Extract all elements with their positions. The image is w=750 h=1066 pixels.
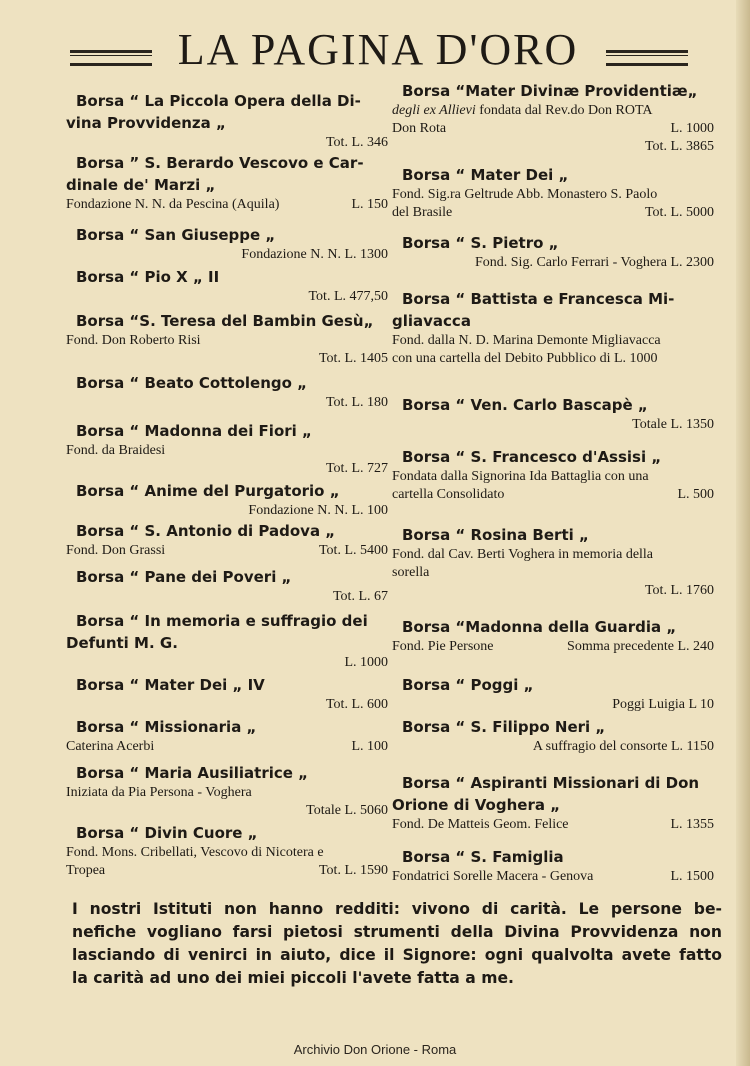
borsa-desc: Iniziata da Pia Persona - Voghera xyxy=(66,785,252,800)
borsa-desc: Fondazione N. N. L. 1300 xyxy=(241,247,388,262)
borsa-amount: L. 1000 xyxy=(670,121,714,136)
borsa-line xyxy=(392,638,714,656)
borsa-total: Tot. L. 3865 xyxy=(644,139,714,154)
borsa-desc: Fond. Sig. Carlo Ferrari - Voghera L. 2300 xyxy=(474,255,714,270)
borsa-desc: Don Rota xyxy=(392,121,447,136)
borsa-amount: Tot. L. 5400 xyxy=(318,543,388,558)
borsa-amount: Tot. L. 5000 xyxy=(644,205,714,220)
closing-appeal-line: la carità ad uno dei miei piccoli l'avete fatta a me. xyxy=(72,969,514,987)
borsa-desc: Fondazione N. N. da Pescina (Aquila) xyxy=(66,197,280,212)
borsa-amount: Tot. L. 67 xyxy=(332,589,388,604)
borsa-desc: Fond. Pie Persone xyxy=(392,639,494,654)
borsa-desc: Fondazione N. N. L. 100 xyxy=(248,503,388,518)
borsa-desc: Fond. da Braidesi xyxy=(66,443,166,458)
borsa-amount: Totale L. 1350 xyxy=(632,417,714,432)
borsa-desc: con una cartella del Debito Pubblico di L. 1000 xyxy=(392,351,658,366)
borsa-entry xyxy=(392,232,714,272)
borsa-title: Borsa “ La Piccola Opera della Di- xyxy=(76,92,361,110)
closing-appeal-line: lasciando di venirci in aiuto, dice il Signore: ogni qualvolta avete fatto xyxy=(72,946,722,964)
borsa-entry xyxy=(66,266,388,306)
borsa-amount: L. 150 xyxy=(351,197,388,212)
borsa-amount: Tot. L. 600 xyxy=(325,697,388,712)
borsa-title: Borsa “ Ven. Carlo Bascapè „ xyxy=(402,396,648,414)
borsa-line xyxy=(66,738,388,756)
borsa-entry xyxy=(392,80,714,156)
borsa-desc: Fond. De Matteis Geom. Felice xyxy=(392,817,569,832)
borsa-desc: Caterina Acerbi xyxy=(66,739,155,754)
borsa-entry xyxy=(66,610,388,672)
borsa-title-cont: gliavacca xyxy=(392,312,471,330)
borsa-title-cont: Defunti M. G. xyxy=(66,634,178,652)
borsa-desc: Fond. Don Grassi xyxy=(66,543,166,558)
borsa-title: Borsa “ Pio X „ II xyxy=(76,268,220,286)
borsa-desc: Fond. Mons. Cribellati, Vescovo di Nicotera e xyxy=(66,845,324,860)
borsa-entry xyxy=(66,152,388,214)
borsa-desc: Tropea xyxy=(66,863,106,878)
borsa-entry xyxy=(392,446,714,504)
borsa-amount: Tot. L. 180 xyxy=(325,395,388,410)
borsa-entry xyxy=(66,674,388,714)
borsa-title: Borsa “ In memoria e suffragio dei xyxy=(76,612,368,630)
borsa-title: Borsa “ Mater Dei „ xyxy=(402,166,569,184)
borsa-title: Borsa “ Battista e Francesca Mi- xyxy=(402,290,675,308)
borsa-line xyxy=(392,120,714,138)
borsa-desc: A suffragio del consorte L. 1150 xyxy=(532,739,714,754)
page-edge-shadow xyxy=(736,0,750,1066)
borsa-entry xyxy=(66,310,388,368)
borsa-entry xyxy=(392,616,714,656)
borsa-desc: Fond. Sig.ra Geltrude Abb. Monastero S. Paolo xyxy=(392,187,658,202)
borsa-desc-italic: degli ex Allievi xyxy=(392,103,476,118)
borsa-title-cont: dinale de' Marzi „ xyxy=(66,176,216,194)
borsa-entry xyxy=(392,288,714,368)
borsa-amount: L. 1355 xyxy=(670,817,714,832)
closing-appeal-line: nefiche vogliano farsi pietosi strumenti della Divina Provvidenza non xyxy=(72,923,722,941)
borsa-title: Borsa “ S. Antonio di Padova „ xyxy=(76,522,336,540)
borsa-amount: L. 500 xyxy=(677,487,714,502)
borsa-entry xyxy=(392,674,714,714)
borsa-entry xyxy=(66,822,388,880)
borsa-desc: Fond. dal Cav. Berti Voghera in memoria della xyxy=(392,547,654,562)
borsa-title: Borsa “ Maria Ausiliatrice „ xyxy=(76,764,309,782)
borsa-entry xyxy=(66,372,388,412)
page-header xyxy=(0,22,750,82)
borsa-title-cont: Orione di Voghera „ xyxy=(392,796,561,814)
borsa-amount: Totale L. 5060 xyxy=(306,803,388,818)
borsa-desc xyxy=(392,102,714,120)
borsa-title: Borsa “ Divin Cuore „ xyxy=(76,824,258,842)
borsa-desc: cartella Consolidato xyxy=(392,487,505,502)
borsa-entry xyxy=(66,480,388,520)
borsa-title: Borsa “ S. Famiglia xyxy=(402,848,564,866)
borsa-entry xyxy=(392,716,714,756)
borsa-title: Borsa “ Pane dei Poveri „ xyxy=(76,568,292,586)
borsa-amount: Tot. L. 727 xyxy=(325,461,388,476)
borsa-desc: sorella xyxy=(392,565,430,580)
borsa-amount: L. 100 xyxy=(351,739,388,754)
borsa-desc-rest: fondata dal Rev.do Don ROTA xyxy=(475,103,653,118)
borsa-line xyxy=(66,862,388,880)
borsa-entry xyxy=(66,762,388,820)
borsa-amount: Tot. L. 1405 xyxy=(318,351,388,366)
borsa-desc: del Brasile xyxy=(392,205,453,220)
borsa-amount: Tot. L. 477,50 xyxy=(308,289,388,304)
borsa-title: Borsa “Madonna della Guardia „ xyxy=(402,618,677,636)
borsa-line xyxy=(392,486,714,504)
borsa-title: Borsa “ San Giuseppe „ xyxy=(76,226,276,244)
borsa-title: Borsa “S. Teresa del Bambin Gesù„ xyxy=(76,312,374,330)
borsa-line xyxy=(66,196,388,214)
borsa-entry xyxy=(66,420,388,478)
borsa-amount: L. 1500 xyxy=(670,869,714,884)
borsa-line xyxy=(392,816,714,834)
borsa-title: Borsa “Mater Divinæ Providentiæ„ xyxy=(402,82,698,100)
closing-appeal xyxy=(72,898,722,990)
borsa-title: Borsa “ Beato Cottolengo „ xyxy=(76,374,307,392)
borsa-title: Borsa “ Poggi „ xyxy=(402,676,534,694)
borsa-entry xyxy=(392,846,714,886)
borsa-entry xyxy=(66,566,388,606)
borsa-entry xyxy=(66,716,388,756)
page-title: LA PAGINA D'ORO xyxy=(177,25,579,74)
borsa-title: Borsa “ Madonna dei Fiori „ xyxy=(76,422,312,440)
borsa-title-cont: vina Provvidenza „ xyxy=(66,114,226,132)
borsa-title: Borsa “ Aspiranti Missionari di Don xyxy=(402,774,700,792)
borsa-title: Borsa “ S. Pietro „ xyxy=(402,234,559,252)
borsa-desc: Fond. Don Roberto Risi xyxy=(66,333,201,348)
borsa-title: Borsa “ S. Filippo Neri „ xyxy=(402,718,606,736)
borsa-desc: Fond. dalla N. D. Marina Demonte Migliavacca xyxy=(392,333,661,348)
borsa-entry xyxy=(392,164,714,222)
borsa-desc: Poggi Luigia L 10 xyxy=(612,697,714,712)
right-decorative-rule xyxy=(606,50,688,66)
borsa-amount: Tot. L. 1590 xyxy=(318,863,388,878)
borsa-title: Borsa ” S. Berardo Vescovo e Car- xyxy=(76,154,364,172)
borsa-title: Borsa “ Anime del Purgatorio „ xyxy=(76,482,340,500)
borsa-amount: Tot. L. 346 xyxy=(325,135,388,150)
left-decorative-rule xyxy=(70,50,152,66)
borsa-amount: L. 1000 xyxy=(344,655,388,670)
borsa-entry xyxy=(392,524,714,600)
borsa-desc: Fondatrici Sorelle Macera - Genova xyxy=(392,869,594,884)
borsa-title: Borsa “ Missionaria „ xyxy=(76,718,257,736)
borsa-title: Borsa “ Mater Dei „ IV xyxy=(76,676,265,694)
borsa-entry xyxy=(66,520,388,560)
borsa-entry xyxy=(392,394,714,434)
borsa-title: Borsa “ Rosina Berti „ xyxy=(402,526,589,544)
borsa-amount: Somma precedente L. 240 xyxy=(567,639,714,654)
borsa-entry xyxy=(66,224,388,264)
archive-credit: Archivio Don Orione - Roma xyxy=(293,1042,457,1057)
borsa-line xyxy=(392,204,714,222)
borsa-desc: Fondata dalla Signorina Ida Battaglia con una xyxy=(392,469,649,484)
closing-appeal-line: I nostri Istituti non hanno redditi: vivono di carità. Le persone be- xyxy=(72,900,722,918)
borsa-line xyxy=(66,542,388,560)
borsa-amount: Tot. L. 1760 xyxy=(644,583,714,598)
borsa-entry xyxy=(392,772,714,834)
borsa-line xyxy=(392,868,714,886)
borsa-entry xyxy=(66,90,388,152)
borsa-title: Borsa “ S. Francesco d'Assisi „ xyxy=(402,448,662,466)
